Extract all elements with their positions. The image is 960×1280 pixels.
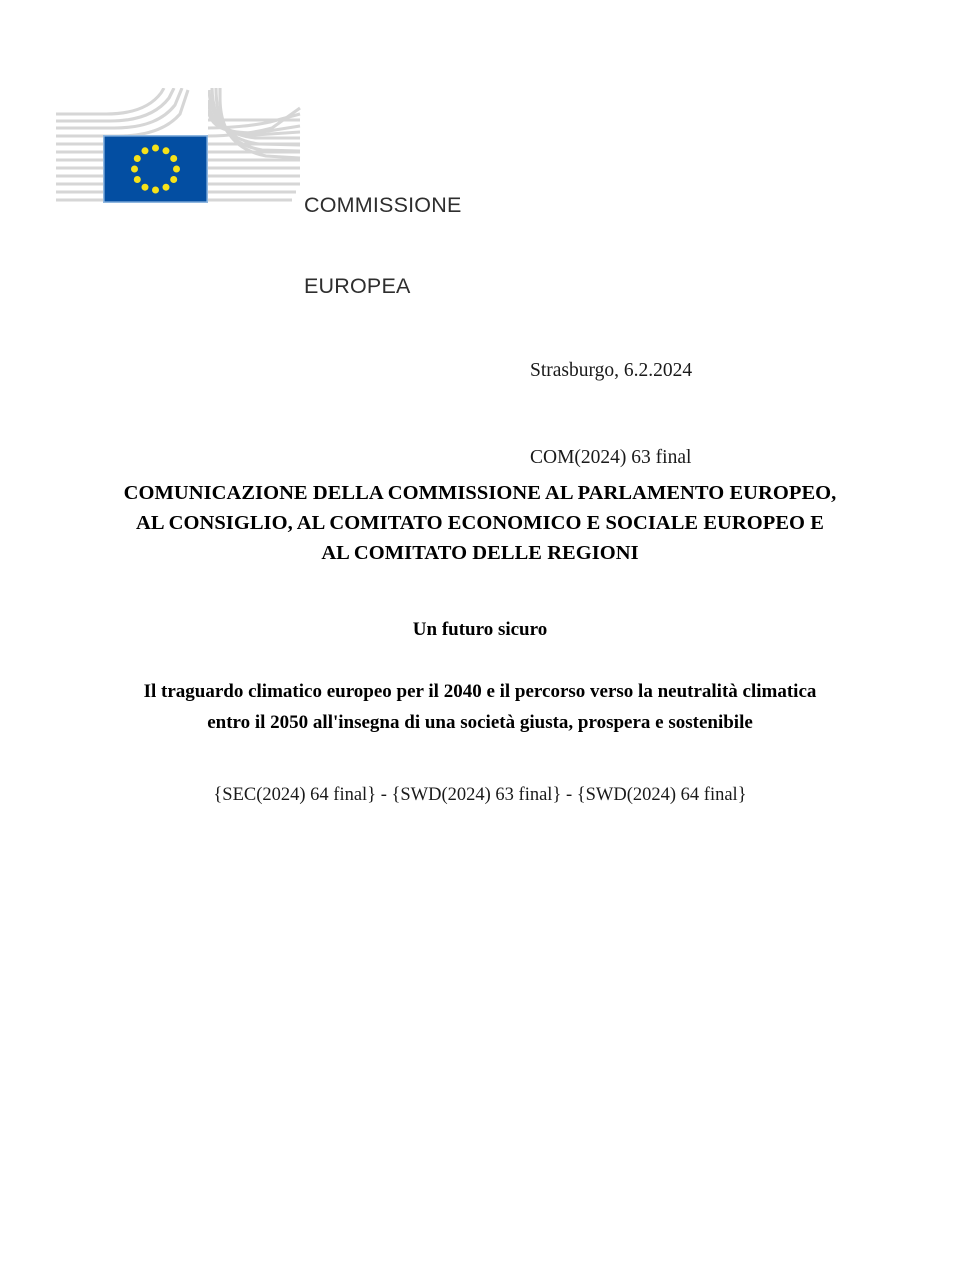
page-title [80, 478, 880, 568]
subtitle-description-line-1: Il traguardo climatico europeo per il 2040 e il percorso verso la neutralità climatica [143, 681, 817, 702]
page-title-line-1: COMUNICAZIONE DELLA COMMISSIONE AL PARLAMENTO EUROPEO, [123, 482, 837, 504]
logo-wordmark [304, 138, 462, 354]
subtitle-heading: Un futuro sicuro [412, 619, 548, 640]
place-and-date: Strasburgo, 6.2.2024 [530, 360, 693, 381]
page-title-line-3: AL COMITATO DELLE REGIONI [321, 542, 639, 564]
related-documents: {SEC(2024) 64 final} - {SWD(2024) 63 final} - {SWD(2024) 64 final} [213, 785, 747, 805]
subtitle-description [80, 644, 880, 738]
european-union-flag [103, 135, 208, 203]
logo-wordmark-line-2: EUROPEA [304, 274, 411, 298]
page-title-line-2: AL CONSIGLIO, AL COMITATO ECONOMICO E SOCIALE EUROPEO E [136, 512, 824, 534]
title-area [80, 478, 880, 809]
document-number: COM(2024) 63 final [530, 447, 692, 468]
subtitle-description-line-2: entro il 2050 all'insegna di una società giusta, prospera e sostenibile [207, 712, 753, 733]
european-commission-emblem-icon [56, 88, 306, 214]
logo-wordmark-line-1: COMMISSIONE [304, 193, 462, 217]
european-commission-logo [56, 88, 476, 298]
